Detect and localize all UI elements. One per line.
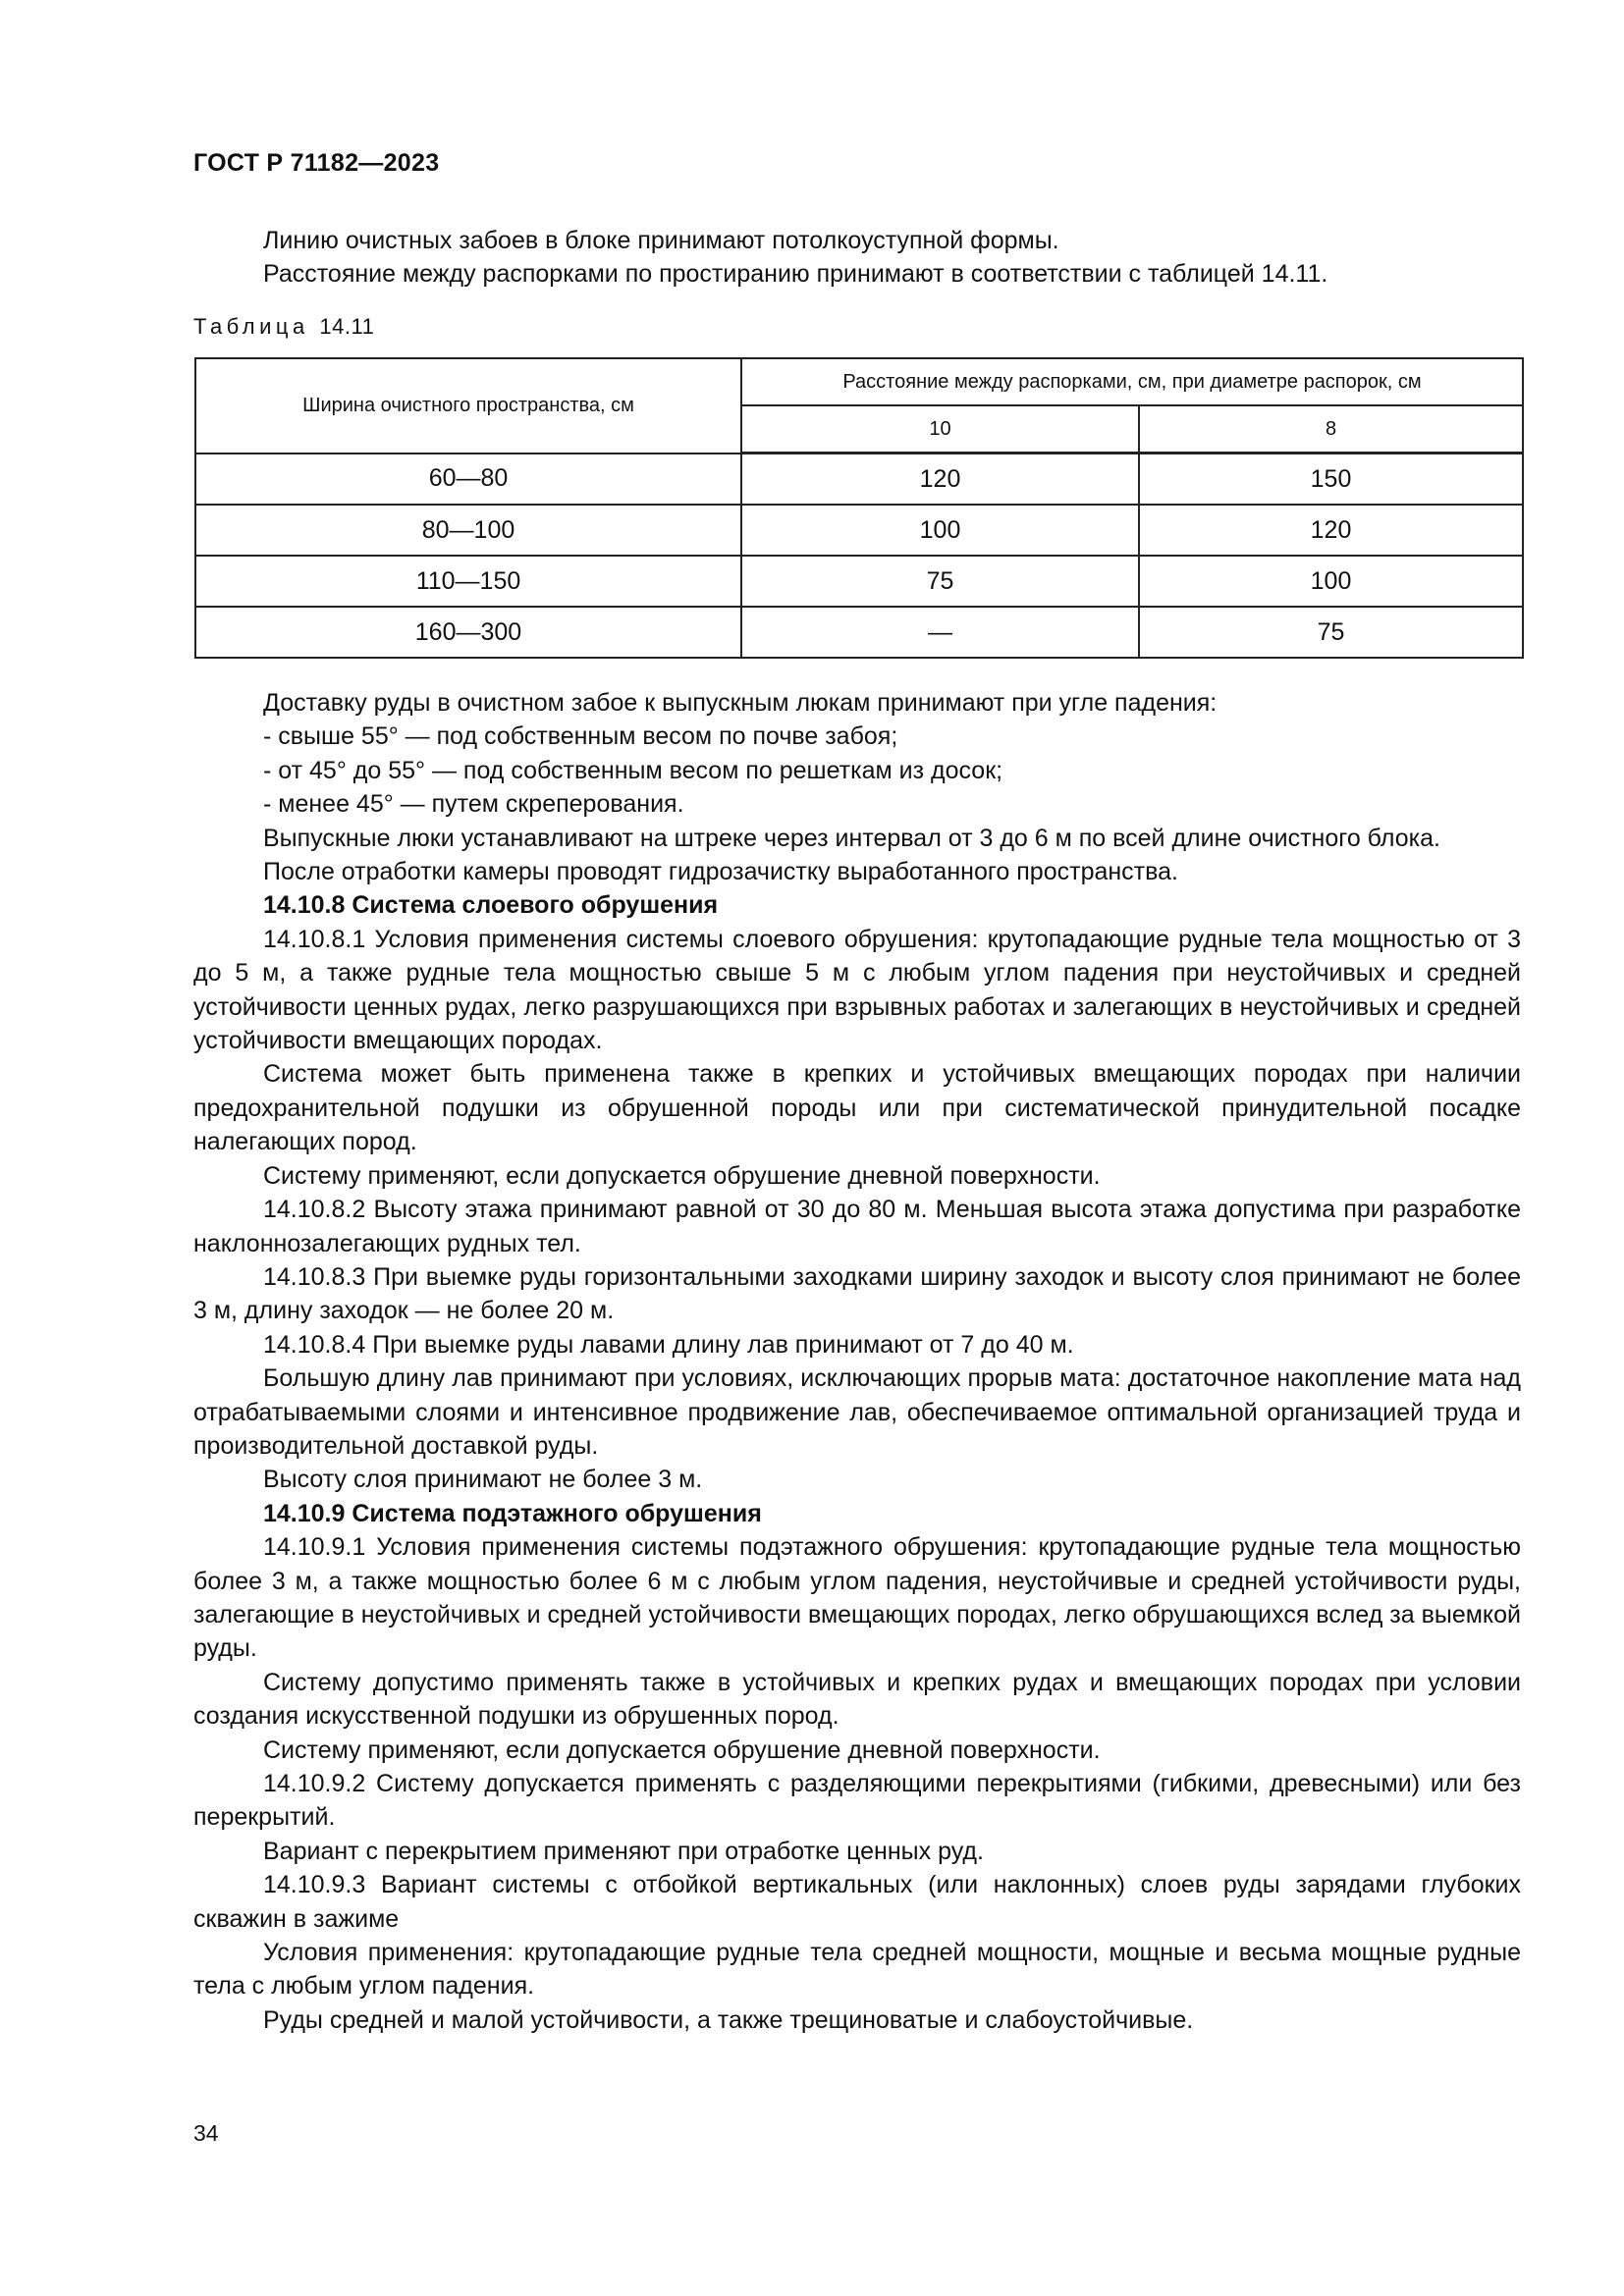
paragraph: 14.10.8.4 При выемке руды лавами длину лав принимают от 7 до 40 м. — [263, 1330, 1074, 1359]
paragraph: Систему применяют, если допускается обрушение дневной поверхности. — [263, 1735, 1101, 1764]
table-caption-word: Таблица — [193, 314, 309, 339]
table-cell: 100 — [741, 505, 1139, 556]
paragraph: 14.10.9.3 Вариант системы с отбойкой вертикальных (или наклонных) слоев руды зарядами глубоких скважин в зажиме — [193, 1871, 1521, 1933]
section-heading: 14.10.9 Система подэтажного обрушения — [263, 1499, 762, 1527]
paragraph: Условия применения: крутопадающие рудные тела средней мощности, мощные и весьма мощные рудные тела с любым углом падения. — [193, 1939, 1521, 2001]
body-text — [193, 686, 1521, 2037]
table-cell: 75 — [741, 556, 1139, 607]
sub-header-diameter-8: 8 — [1139, 405, 1523, 454]
paragraph: Линию очистных забоев в блоке принимают потолкоуступной формы. — [263, 227, 1059, 254]
document-header: ГОСТ Р 71182—2023 — [193, 149, 440, 177]
table-caption — [193, 314, 374, 340]
page-number: 34 — [193, 2120, 219, 2146]
paragraph: Высоту слоя принимают не более 3 м. — [263, 1466, 703, 1494]
sub-header-diameter-10: 10 — [741, 405, 1139, 454]
table-cell: 75 — [1139, 607, 1523, 658]
paragraph: Доставку руды в очистном забое к выпускным люкам принимают при угле падения: — [263, 689, 1218, 717]
table-cell: 160—300 — [195, 607, 741, 658]
paragraph: Большую длину лав принимают при условиях, исключающих прорыв мата: достаточное накопление мата над отрабатываемыми слоями и интенсивное продвижение лав, обеспечиваемое оптимальной организацией труда и производительной доставкой руды. — [193, 1364, 1521, 1460]
list-item: - свыше 55° — под собственным весом по почве забоя; — [263, 722, 898, 751]
table-row — [195, 556, 1523, 607]
table-cell: 60—80 — [195, 454, 741, 506]
list-item: - менее 45° — путем скреперования. — [263, 790, 684, 819]
table-cell: 150 — [1139, 454, 1523, 506]
column-header-width: Ширина очистного пространства, см — [195, 358, 741, 454]
table-cell: — — [741, 607, 1139, 658]
paragraph: Руды средней и малой устойчивости, а также трещиноватые и слабоустойчивые. — [263, 2005, 1194, 2034]
paragraph: 14.10.8.1 Условия применения системы слоевого обрушения: крутопадающие рудные тела мощностью от 3 до 5 м, а также рудные тела мощностью свыше 5 м с любым углом падения при неустойчивых и средней устойчивости ценных рудах, легко разрушающихся при взрывных работах и залегающих в неустойчивых и средней устойчивости вмещающих породах. — [193, 925, 1521, 1055]
paragraph: Система может быть применена также в крепких и устойчивых вмещающих породах при наличии предохранительной подушки из обрушенной породы или при систематической принудительной посадке налегающих пород. — [193, 1060, 1521, 1156]
paragraph: Выпускные люки устанавливают на штреке через интервал от 3 до 6 м по всей длине очистного блока. — [263, 824, 1440, 852]
section-heading: 14.10.8 Система слоевого обрушения — [263, 891, 719, 920]
table-row — [195, 607, 1523, 658]
table-cell: 80—100 — [195, 505, 741, 556]
group-header-spacing: Расстояние между распорками, см, при диаметре распорок, см — [741, 358, 1523, 405]
table-row — [195, 505, 1523, 556]
list-item: - от 45° до 55° — под собственным весом по решеткам из досок; — [263, 756, 1003, 784]
table-cell: 120 — [741, 454, 1139, 506]
table-cell: 110—150 — [195, 556, 741, 607]
paragraph: 14.10.8.2 Высоту этажа принимают равной от 30 до 80 м. Меньшая высота этажа допустима при разработке наклоннозалегающих рудных тел. — [193, 1196, 1521, 1257]
paragraph: Систему применяют, если допускается обрушение дневной поверхности. — [263, 1161, 1101, 1190]
paragraph: 14.10.9.1 Условия применения системы подэтажного обрушения: крутопадающие рудные тела мощностью более 3 м, а также мощностью более 6 м с любым углом падения, неустойчивые и средней устойчивости руды, залегающие в неустойчивых и средней устойчивости вмещающих породах, легко обрушающихся вслед за выемкой руды. — [193, 1533, 1522, 1663]
paragraph: Вариант с перекрытием применяют при отработке ценных руд. — [263, 1837, 984, 1865]
intro-section — [193, 224, 1521, 292]
paragraph: После отработки камеры проводят гидрозачистку выработанного пространства. — [263, 858, 1178, 886]
table-cell: 100 — [1139, 556, 1523, 607]
paragraph: 14.10.9.2 Систему допускается применять с разделяющими перекрытиями (гибкими, древесными) или без перекрытий. — [193, 1770, 1521, 1832]
paragraph: Расстояние между распорками по простиранию принимают в соответствии с таблицей 14.11. — [263, 260, 1328, 289]
table-row — [195, 454, 1523, 506]
paragraph: Систему допустимо применять также в устойчивых и крепких рудах и вмещающих породах при условии создания искусственной подушки из обрушенных пород. — [193, 1668, 1521, 1731]
spacing-table — [194, 357, 1524, 659]
table-caption-number: 14.11 — [319, 314, 375, 339]
paragraph: 14.10.8.3 При выемке руды горизонтальными заходками ширину заходок и высоту слоя принимают не более 3 м, длину заходок — не более 20 м. — [193, 1262, 1521, 1325]
table-cell: 120 — [1139, 505, 1523, 556]
